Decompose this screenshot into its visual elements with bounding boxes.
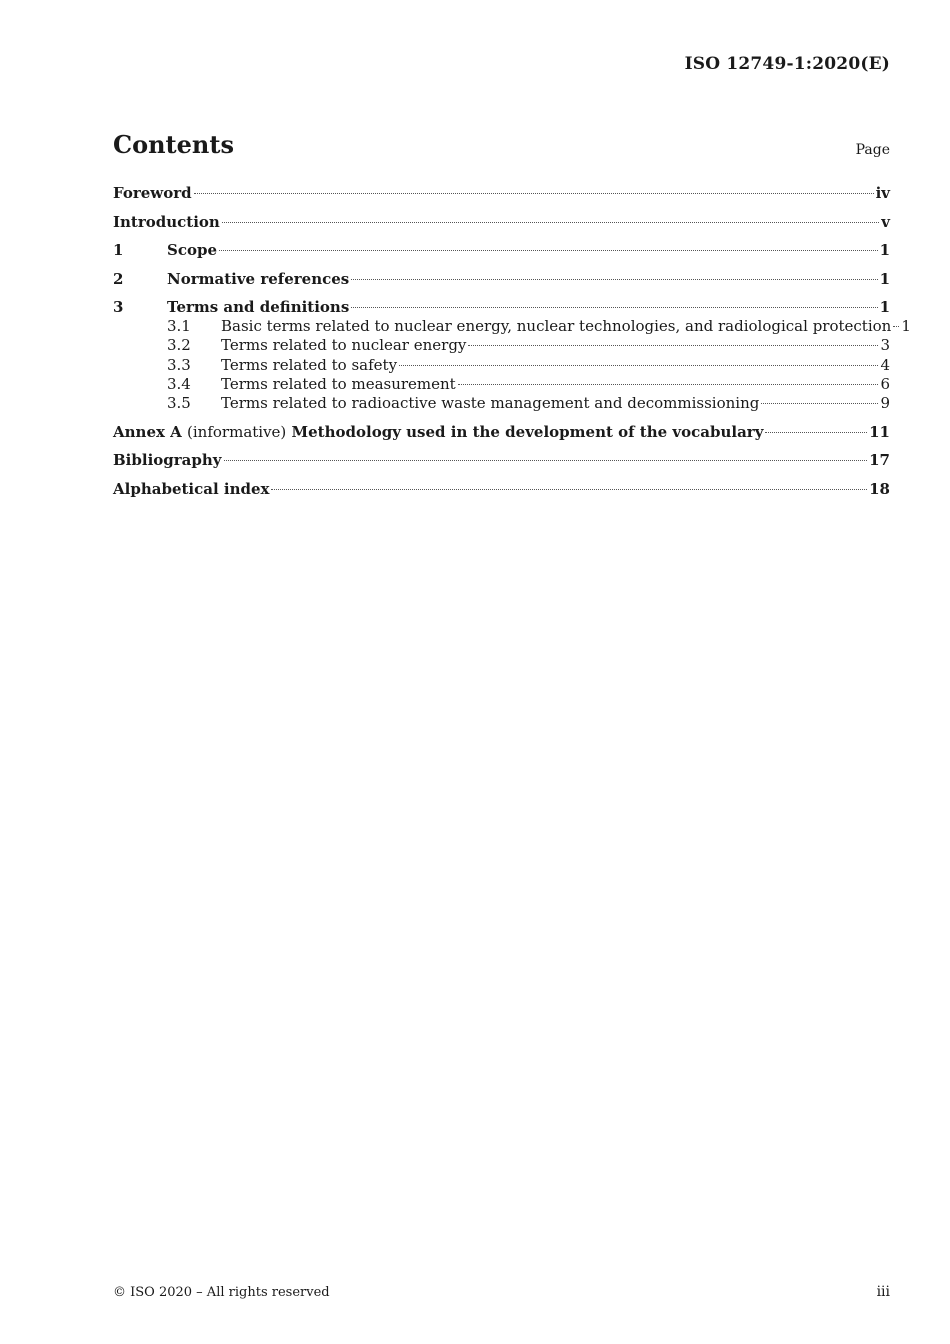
- toc-number: 3.5: [167, 394, 191, 413]
- dot-leader: [399, 365, 878, 366]
- toc-title: Bibliography: [113, 451, 222, 470]
- toc-number: 3.4: [167, 374, 191, 393]
- footer-copyright: © ISO 2020 – All rights reserved: [113, 1285, 330, 1300]
- toc-number: 3: [113, 298, 124, 316]
- toc-number: 3.3: [167, 355, 191, 374]
- toc-entry-introduction[interactable]: [113, 213, 890, 232]
- dot-leader: [761, 403, 878, 404]
- dot-leader: [224, 460, 868, 461]
- footer-page-number: iii: [876, 1284, 890, 1300]
- dot-leader: [351, 279, 877, 280]
- toc-subentry-3-4[interactable]: [113, 375, 890, 394]
- toc-number: 3.1: [167, 317, 191, 335]
- toc-title: Terms related to nuclear energy: [221, 336, 467, 355]
- toc-title: Alphabetical index: [113, 479, 270, 498]
- dot-leader: [468, 345, 878, 346]
- toc-page: 1: [901, 317, 911, 335]
- toc-page: 6: [880, 374, 890, 393]
- dot-leader: [458, 384, 879, 385]
- toc-title: Basic terms related to nuclear energy, nuclear technologies, and radiological protection: [221, 317, 892, 335]
- toc-page: 18: [869, 479, 890, 498]
- toc-page: 17: [869, 451, 890, 470]
- toc-page: 9: [880, 394, 890, 413]
- toc-title: Scope: [167, 241, 218, 259]
- toc-title: Normative references: [167, 269, 350, 288]
- toc-entry-annex-a[interactable]: [113, 423, 890, 442]
- toc-page: iv: [875, 184, 890, 202]
- toc-title: Foreword: [113, 184, 192, 202]
- toc-number: 1: [113, 241, 124, 259]
- toc-page: 1: [879, 241, 890, 259]
- toc-title: Introduction: [113, 212, 220, 231]
- toc-subentry-3-1[interactable]: [113, 317, 911, 336]
- toc-title: Terms related to safety: [221, 355, 398, 374]
- toc-number: 3.2: [167, 336, 191, 355]
- dot-leader: [194, 193, 874, 194]
- toc-page: 3: [880, 336, 890, 355]
- toc-subentry-3-3[interactable]: [113, 356, 890, 375]
- page-column-label: Page: [855, 142, 890, 158]
- toc-page: 4: [880, 355, 890, 374]
- contents-heading: Contents: [113, 130, 234, 159]
- toc-entry-alphabetical-index[interactable]: [113, 480, 890, 499]
- toc-title: [113, 423, 763, 442]
- toc-entry-terms-and-definitions[interactable]: [113, 298, 890, 317]
- toc-number: 2: [113, 269, 124, 288]
- dot-leader: [222, 222, 879, 223]
- toc-page: 11: [869, 422, 890, 441]
- dot-leader: [765, 432, 867, 433]
- dot-leader: [219, 250, 878, 251]
- document-id: ISO 12749-1:2020(E): [684, 54, 890, 74]
- toc-page: 1: [879, 269, 890, 288]
- toc-page: v: [881, 212, 890, 231]
- toc-subentry-3-5[interactable]: [113, 394, 890, 413]
- toc-entry-normative-references[interactable]: [113, 270, 890, 289]
- annex-prefix: Annex A: [113, 422, 182, 441]
- annex-informative: (informative): [187, 422, 287, 441]
- toc-title: Terms and definitions: [167, 298, 350, 316]
- toc-page: 1: [879, 298, 890, 316]
- toc-title: Terms related to radioactive waste management and decommissioning: [221, 394, 760, 413]
- toc-entry-scope[interactable]: [113, 241, 890, 260]
- dot-leader: [271, 489, 867, 490]
- annex-title: Methodology used in the development of the vocabulary: [291, 422, 764, 441]
- dot-leader: [893, 326, 899, 327]
- toc-entry-bibliography[interactable]: [113, 451, 890, 470]
- toc-title: Terms related to measurement: [221, 374, 456, 393]
- toc-subentry-3-2[interactable]: [113, 336, 890, 355]
- toc-entry-foreword[interactable]: [113, 184, 890, 203]
- dot-leader: [351, 307, 877, 308]
- table-of-contents: [113, 184, 911, 508]
